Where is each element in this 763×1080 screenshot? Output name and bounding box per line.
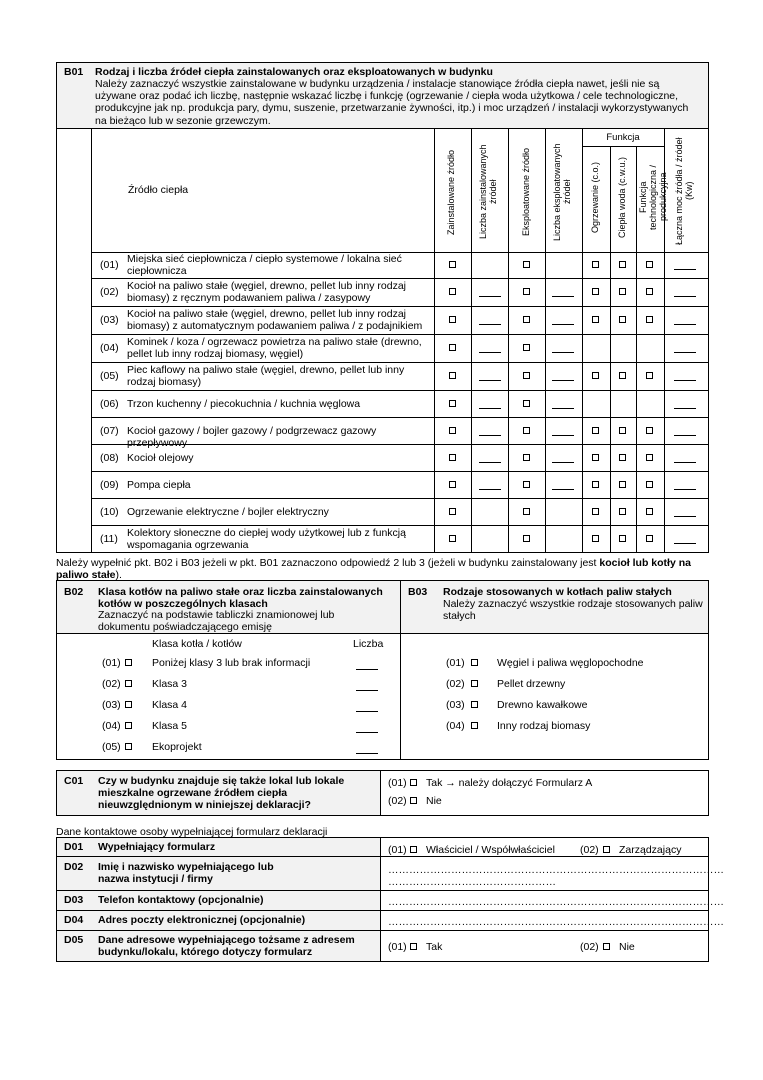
power-field[interactable] xyxy=(674,269,696,270)
installed-checkbox[interactable] xyxy=(449,344,456,351)
col-installed-header: Zainstalowane źródło xyxy=(446,149,456,235)
item-code: (02) xyxy=(446,678,465,690)
c01-opt1-checkbox[interactable] xyxy=(410,779,417,786)
fn-co-checkbox[interactable] xyxy=(592,261,599,268)
fn-tech-checkbox[interactable] xyxy=(646,427,653,434)
row-code: (10) xyxy=(100,505,119,518)
power-field[interactable] xyxy=(674,352,696,353)
operated-count-field[interactable] xyxy=(552,435,574,436)
row-code: (06) xyxy=(100,397,119,410)
d05-opt2-checkbox[interactable] xyxy=(603,943,610,950)
item-count-field[interactable] xyxy=(356,669,378,670)
row-code: (05) xyxy=(100,370,119,382)
operated-checkbox[interactable] xyxy=(523,454,530,461)
c01-opt1-code: (01) xyxy=(388,777,407,789)
operated-checkbox[interactable] xyxy=(523,344,530,351)
fn-tech-checkbox[interactable] xyxy=(646,508,653,515)
installed-count-field[interactable] xyxy=(479,462,501,463)
installed-count-field[interactable] xyxy=(479,380,501,381)
b01-title: Rodzaj i liczba źródeł ciepła zainstalowanych oraz eksploatowanych w budynku xyxy=(95,66,493,78)
b02-title: Klasa kotłów na paliwo stałe oraz liczba zainstalowanych kotłów w poszczególnych klasach xyxy=(98,586,383,610)
fn-cwu-checkbox[interactable] xyxy=(619,508,626,515)
installed-count-field[interactable] xyxy=(479,435,501,436)
power-field[interactable] xyxy=(674,489,696,490)
c01-code: C01 xyxy=(64,775,84,787)
b03-title: Rodzaje stosowanych w kotłach paliw stałych xyxy=(443,586,672,598)
fn-co-checkbox[interactable] xyxy=(592,535,599,542)
d01-opt1-checkbox[interactable] xyxy=(410,846,417,853)
row-label: Pompa ciepła xyxy=(127,478,191,491)
col-function-header: Funkcja xyxy=(606,132,640,143)
d04-field[interactable]: …………………………………………………………………………………… xyxy=(388,916,724,928)
operated-count-field[interactable] xyxy=(552,324,574,325)
row-label: Piec kaflowy na paliwo stałe (węgiel, drewno, pellet lub inny rodzaj biomasy) xyxy=(127,364,405,388)
b01-instruction: Należy zaznaczyć wszystkie zainstalowane w budynku urządzenia / instalacje stanowiące źródła ciepła nawet, jeśli nie są używane oraz podać ich liczbę, następnie wskazać liczbę i funkcję (ogrzewanie / ciepła woda użytkowa / cele technologiczne, produkcyjne jak np. produkcja pary, dymu, suszenie, przetwarzanie żywności, itp.) i moc urządzeń / instalacji wykorzystywanych na bieżąco lub w sezonie grzewczym. xyxy=(95,78,689,127)
item-code: (02) xyxy=(102,678,121,690)
col-fn-co-header: Ogrzewanie (c.o.) xyxy=(590,161,600,233)
b02-col-count: Liczba xyxy=(353,638,384,650)
d-caption: Dane kontaktowe osoby wypełniającej formularz deklaracji xyxy=(56,826,328,838)
fn-cwu-checkbox[interactable] xyxy=(619,535,626,542)
d02-label: Imię i nazwisko wypełniającego lub nazwa instytucji / firmy xyxy=(98,861,274,885)
b01-code: B01 xyxy=(64,66,84,78)
c01-opt1-label: Tak → należy dołączyć Formularz A xyxy=(426,777,593,789)
fn-co-checkbox[interactable] xyxy=(592,481,599,488)
item-count-field[interactable] xyxy=(356,690,378,691)
item-checkbox[interactable] xyxy=(125,722,132,729)
item-label: Ekoprojekt xyxy=(152,741,202,753)
power-field[interactable] xyxy=(674,435,696,436)
row-label: Kominek / koza / ogrzewacz powietrza na paliwo stałe (drewno, pellet lub inny rodzaj biomasy, węgiel) xyxy=(127,336,422,360)
operated-checkbox[interactable] xyxy=(523,400,530,407)
item-code: (03) xyxy=(446,699,465,711)
fn-co-checkbox[interactable] xyxy=(592,508,599,515)
item-label: Drewno kawałkowe xyxy=(497,699,588,711)
row-label: Kolektory słoneczne do ciepłej wody użytkowej lub z funkcją wspomagania ogrzewania xyxy=(127,527,406,551)
operated-count-field[interactable] xyxy=(552,489,574,490)
col-fn-tech-header: Funkcja technologiczna / produkcyjna xyxy=(638,164,668,230)
item-code: (04) xyxy=(446,720,465,732)
d04-label: Adres poczty elektronicznej (opcjonalnie) xyxy=(98,914,306,926)
row-code: (07) xyxy=(100,424,119,437)
installed-checkbox[interactable] xyxy=(449,481,456,488)
row-code: (11) xyxy=(100,533,118,545)
item-count-field[interactable] xyxy=(356,753,378,754)
col-fn-cwu-header: Ciepła woda (c.w.u.) xyxy=(617,156,627,238)
item-label: Pellet drzewny xyxy=(497,678,566,690)
item-code: (01) xyxy=(102,657,121,669)
row-label: Trzon kuchenny / piecokuchnia / kuchnia węglowa xyxy=(127,397,361,410)
installed-checkbox[interactable] xyxy=(449,261,456,268)
item-label: Inny rodzaj biomasy xyxy=(497,720,591,732)
operated-checkbox[interactable] xyxy=(523,481,530,488)
row-code: (02) xyxy=(100,286,119,298)
operated-checkbox[interactable] xyxy=(523,316,530,323)
d05-opt1-label: Tak xyxy=(426,941,443,953)
operated-checkbox[interactable] xyxy=(523,372,530,379)
row-label: Kocioł na paliwo stałe (węgiel, drewno, pellet lub inny rodzaj biomasy) z ręcznym podawaniem paliwa / zasypowy xyxy=(127,280,406,304)
item-label: Klasa 4 xyxy=(152,699,188,711)
installed-count-field[interactable] xyxy=(479,324,501,325)
item-label: Węgiel i paliwa węglopochodne xyxy=(497,657,644,669)
item-label: Klasa 3 xyxy=(152,678,188,690)
installed-checkbox[interactable] xyxy=(449,508,456,515)
item-label: Klasa 5 xyxy=(152,720,188,732)
fn-tech-checkbox[interactable] xyxy=(646,288,653,295)
installed-checkbox[interactable] xyxy=(449,372,456,379)
d01-opt2-code: (02) xyxy=(580,844,599,856)
fn-cwu-checkbox[interactable] xyxy=(619,427,626,434)
power-field[interactable] xyxy=(674,296,696,297)
item-count-field[interactable] xyxy=(356,732,378,733)
row-code: (03) xyxy=(100,314,119,326)
power-field[interactable] xyxy=(674,324,696,325)
row-label: Kocioł gazowy / bojler gazowy / podgrzewacz gazowy przepływowy xyxy=(127,424,377,449)
operated-checkbox[interactable] xyxy=(523,261,530,268)
d03-field[interactable]: …………………………………………………………………………………… xyxy=(388,896,724,908)
fn-tech-checkbox[interactable] xyxy=(646,535,653,542)
row-label: Kocioł na paliwo stałe (węgiel, drewno, pellet lub inny rodzaj biomasy) z automatycznym podawaniem paliwa / z podajnikiem xyxy=(127,308,423,332)
item-count-field[interactable] xyxy=(356,711,378,712)
power-field[interactable] xyxy=(674,462,696,463)
d03-label: Telefon kontaktowy (opcjonalnie) xyxy=(98,894,264,906)
fn-tech-checkbox[interactable] xyxy=(646,372,653,379)
d01-code: D01 xyxy=(64,841,84,853)
row-code: (09) xyxy=(100,478,119,491)
c01-question: Czy w budynku znajduje się także lokal lub lokale mieszkalne ogrzewane źródłem ciepła nieuwzględnionym w niniejszej deklaracji? xyxy=(98,775,345,811)
b03-code: B03 xyxy=(408,586,428,598)
c01-opt2-checkbox[interactable] xyxy=(410,797,417,804)
b02-code: B02 xyxy=(64,586,84,598)
operated-checkbox[interactable] xyxy=(523,508,530,515)
item-code: (04) xyxy=(102,720,121,732)
fn-co-checkbox[interactable] xyxy=(592,454,599,461)
d05-opt1-checkbox[interactable] xyxy=(410,943,417,950)
fn-cwu-checkbox[interactable] xyxy=(619,481,626,488)
power-field[interactable] xyxy=(674,380,696,381)
col-installed-count-header: Liczba zainstalowanych źródeł xyxy=(478,144,498,240)
fn-tech-checkbox[interactable] xyxy=(646,454,653,461)
operated-checkbox[interactable] xyxy=(523,288,530,295)
installed-checkbox[interactable] xyxy=(449,316,456,323)
d01-opt2-label: Zarządzający xyxy=(619,844,682,856)
item-checkbox[interactable] xyxy=(471,680,478,687)
d01-opt1-label: Właściciel / Współwłaściciel xyxy=(426,844,555,856)
fn-co-checkbox[interactable] xyxy=(592,427,599,434)
operated-checkbox[interactable] xyxy=(523,427,530,434)
row-code: (04) xyxy=(100,342,119,354)
installed-count-field[interactable] xyxy=(479,296,501,297)
d05-code: D05 xyxy=(64,934,84,946)
row-label: Miejska sieć ciepłownicza / ciepło systemowe / lokalna sieć ciepłownicza xyxy=(127,253,402,277)
item-label: Poniżej klasy 3 lub brak informacji xyxy=(152,657,311,669)
operated-count-field[interactable] xyxy=(552,380,574,381)
d01-opt2-checkbox[interactable] xyxy=(603,846,610,853)
fn-cwu-checkbox[interactable] xyxy=(619,261,626,268)
item-checkbox[interactable] xyxy=(471,659,478,666)
c01-opt2-code: (02) xyxy=(388,795,407,807)
item-checkbox[interactable] xyxy=(125,680,132,687)
operated-count-field[interactable] xyxy=(552,352,574,353)
item-code: (01) xyxy=(446,657,465,669)
item-code: (05) xyxy=(102,741,121,753)
operated-count-field[interactable] xyxy=(552,462,574,463)
fn-tech-checkbox[interactable] xyxy=(646,481,653,488)
operated-count-field[interactable] xyxy=(552,296,574,297)
col-operated-count-header: Liczba eksploatowanych źródeł xyxy=(552,143,572,241)
installed-count-field[interactable] xyxy=(479,489,501,490)
item-checkbox[interactable] xyxy=(471,701,478,708)
item-checkbox[interactable] xyxy=(125,743,132,750)
power-field[interactable] xyxy=(674,516,696,517)
d02-field-line2[interactable]: ………………………………………… xyxy=(388,876,556,888)
fn-cwu-checkbox[interactable] xyxy=(619,288,626,295)
row-code: (08) xyxy=(100,451,119,464)
installed-checkbox[interactable] xyxy=(449,454,456,461)
installed-checkbox[interactable] xyxy=(449,400,456,407)
d05-opt2-label: Nie xyxy=(619,941,635,953)
installed-count-field[interactable] xyxy=(479,352,501,353)
d02-code: D02 xyxy=(64,861,84,873)
installed-checkbox[interactable] xyxy=(449,427,456,434)
fn-tech-checkbox[interactable] xyxy=(646,261,653,268)
d05-opt2-code: (02) xyxy=(580,941,599,953)
d01-label: Wypełniający formularz xyxy=(98,841,216,853)
item-checkbox[interactable] xyxy=(125,659,132,666)
item-checkbox[interactable] xyxy=(125,701,132,708)
installed-checkbox[interactable] xyxy=(449,288,456,295)
b02-col-class: Klasa kotła / kotłów xyxy=(152,638,242,650)
d01-opt1-code: (01) xyxy=(388,844,407,856)
b03-instruction: Należy zaznaczyć wszystkie rodzaje stosowanych paliw stałych xyxy=(443,598,703,622)
fn-co-checkbox[interactable] xyxy=(592,288,599,295)
fn-co-checkbox[interactable] xyxy=(592,316,599,323)
c01-opt2-label: Nie xyxy=(426,795,442,807)
note-b02-b03: Należy wypełnić pkt. B02 i B03 jeżeli w pkt. B01 zaznaczono odpowiedź 2 lub 3 (jeżeli w budynku zainstalowany jest kocioł lub kotły na paliwo stałe). xyxy=(56,557,691,581)
d05-label: Dane adresowe wypełniającego tożsame z adresem budynku/lokalu, którego dotyczy formularz xyxy=(98,934,355,958)
fn-cwu-checkbox[interactable] xyxy=(619,316,626,323)
d04-code: D04 xyxy=(64,914,84,926)
d03-code: D03 xyxy=(64,894,84,906)
operated-checkbox[interactable] xyxy=(523,535,530,542)
d02-field-line1[interactable]: …………………………………………………………………………………… xyxy=(388,864,724,876)
fn-cwu-checkbox[interactable] xyxy=(619,454,626,461)
power-field[interactable] xyxy=(674,408,696,409)
d05-opt1-code: (01) xyxy=(388,941,407,953)
row-code: (01) xyxy=(100,259,119,271)
fn-tech-checkbox[interactable] xyxy=(646,316,653,323)
row-label: Kocioł olejowy xyxy=(127,451,194,464)
row-label: Ogrzewanie elektryczne / bojler elektryczny xyxy=(127,505,329,518)
col-operated-header: Eksploatowane źródło xyxy=(521,147,531,237)
item-checkbox[interactable] xyxy=(471,722,478,729)
b02-instruction: Zaznaczyć na podstawie tabliczki znamionowej lub dokumentu poświadczającego emisję xyxy=(98,609,335,633)
col-source-header: Źródło ciepła xyxy=(128,184,189,196)
installed-count-field[interactable] xyxy=(479,408,501,409)
col-power-header: Łączna moc źródła / źródeł (Kw) xyxy=(674,137,694,245)
operated-count-field[interactable] xyxy=(552,408,574,409)
fn-cwu-checkbox[interactable] xyxy=(619,372,626,379)
fn-co-checkbox[interactable] xyxy=(592,372,599,379)
power-field[interactable] xyxy=(674,543,696,544)
item-code: (03) xyxy=(102,699,121,711)
installed-checkbox[interactable] xyxy=(449,535,456,542)
